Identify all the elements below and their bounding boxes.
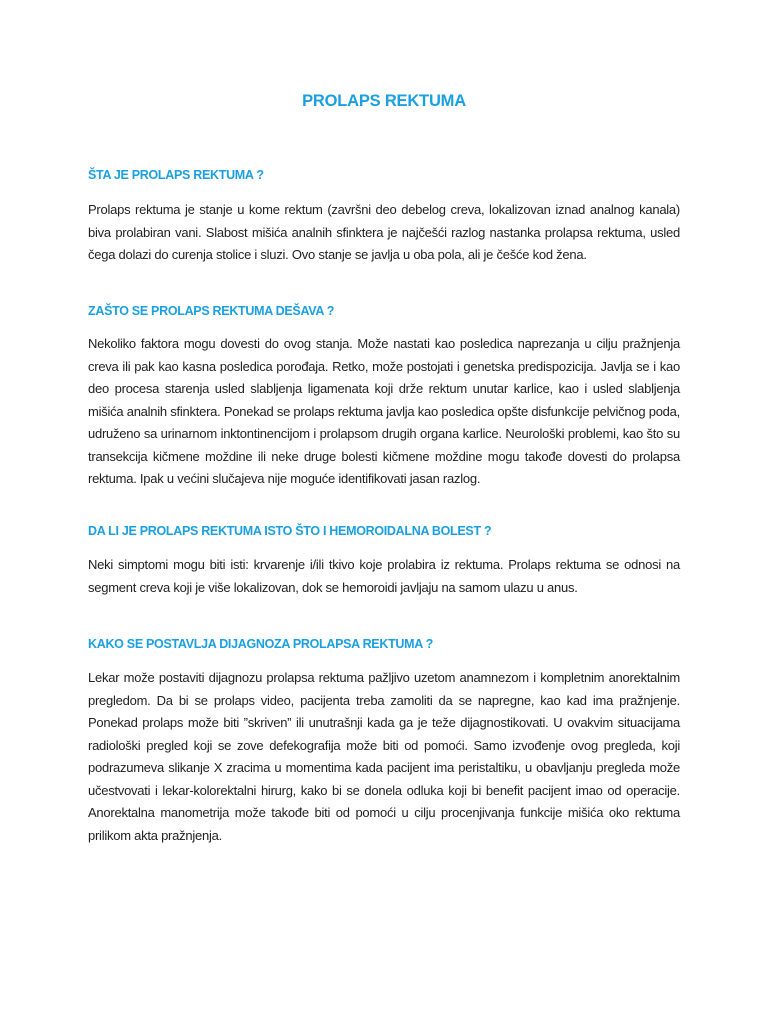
section-heading-what-is: ŠTA JE PROLAPS REKTUMA ?: [88, 168, 264, 182]
section-paragraph-what-is: Prolaps rektuma je stanje u kome rektum (završni deo debelog creva, lokalizovan iznad analnog kanala) biva prolabiran vani. Slabost mišića analnih sfinktera je najčešći razlog nastanka prolapsa rektuma, usled čega dolazi do curenja stolice i sluzi. Ovo stanje se javlja u oba pola, ali je češće kod žena.: [88, 202, 680, 262]
section-paragraph-diagnosis: Lekar može postaviti dijagnozu prolapsa rektuma pažljivo uzetom anamnezom i kompletnim anorektalnim pregledom. Da bi se prolaps video, pacijenta treba zamoliti da se napregne, kao kad ima pražnjenje. Ponekad prolaps može biti ”skriven” ili unutrašnji kada ga je teže dijagnostikovati. U ovakvim situacijama radiološki pregled koji se zove defekografija može biti od pomoći. Samo izvođenje ovog pregleda, koji podrazumeva slikanje X zracima u momentima kada pacijent ima peristaltiku, u obavljanju pregleda može učestvovati i lekar-kolorektalni hirurg, kako bi se donela odluka koji bi benefit pacijent imao od operacije. Anorektalna manometrija može takođe biti od pomoći u cilju procenjivanja funkcije mišića oko rektuma prilikom akta pražnjenja.: [88, 670, 680, 843]
section-heading-why: ZAŠTO SE PROLAPS REKTUMA DEŠAVA ?: [88, 304, 335, 318]
section-paragraph-hemorrhoids: Neki simptomi mogu biti isti: krvarenje i/ili tkivo koje prolabira iz rektuma. Prolaps rektuma se odnosi na segment creva koji je više lokalizovan, dok se hemoroidi javljaju na samom ulazu u anus.: [88, 557, 680, 595]
section-heading-diagnosis: KAKO SE POSTAVLJA DIJAGNOZA PROLAPSA REKTUMA ?: [88, 637, 434, 651]
section-paragraph-why: Nekoliko faktora mogu dovesti do ovog stanja. Može nastati kao posledica naprezanja u cilju pražnjenja creva ili pak kao kasna posledica porođaja. Retko, može postojati i genetska predispozicija. Javlja se i kao deo procesa starenja usled slabljenja ligamenata koji drže rektum unutar karlice, kao i usled slabljenja mišića analnih sfinktera. Ponekad se prolaps rektuma javlja kao posledica opšte disfunkcije pelvičnog poda, udruženo sa urinarnom inktontinencijom i prolapsom drugih organa karlice. Neurološki problemi, kao što su transekcija kičmene moždine ili neke druge bolesti kičmene moždine mogu takođe dovesti do prolapsa rektuma. Ipak u većini slučajeva nije moguće identifikovati jasan razlog.: [88, 336, 680, 486]
section-heading-hemorrhoids: DA LI JE PROLAPS REKTUMA ISTO ŠTO I HEMOROIDALNA BOLEST ?: [88, 524, 492, 538]
page-title: PROLAPS REKTUMA: [302, 92, 466, 110]
